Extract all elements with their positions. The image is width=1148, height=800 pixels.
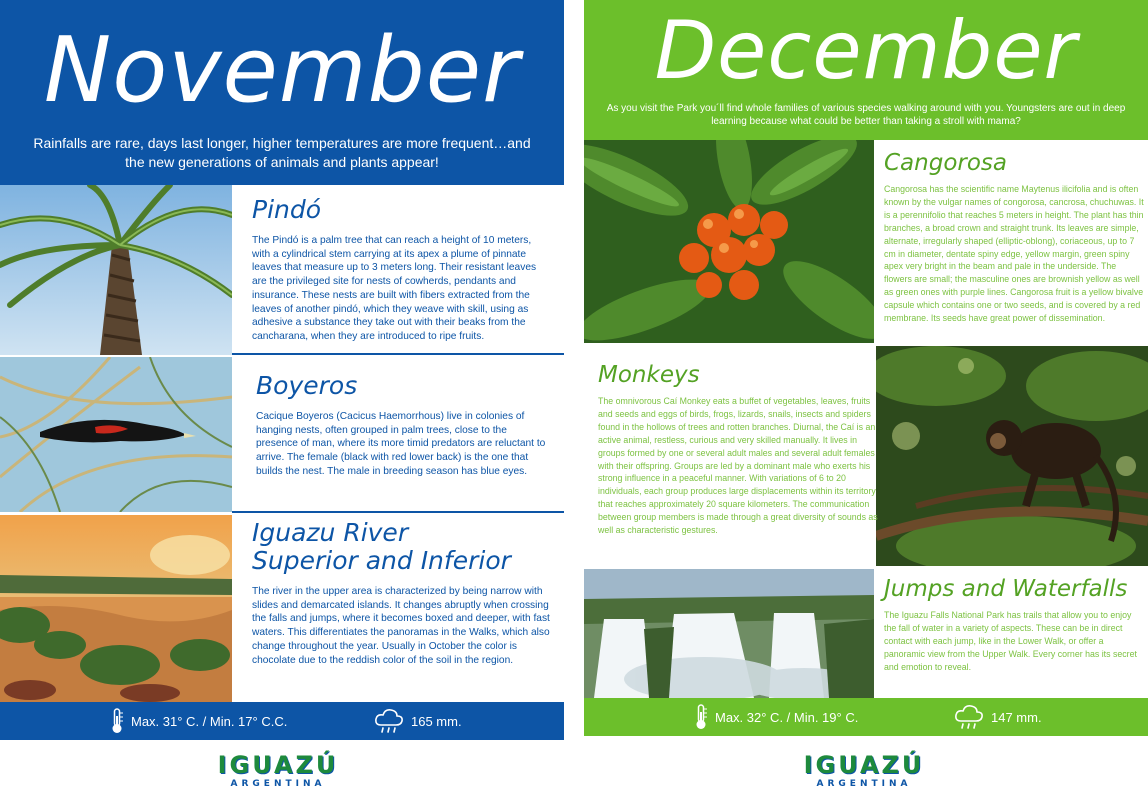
waterfalls-section: [884, 576, 1146, 674]
logo-sub: ARGENTINA: [230, 779, 326, 789]
cangorosa-section: [884, 150, 1146, 325]
pindo-palm-photo: [0, 185, 232, 355]
november-header: [0, 0, 564, 185]
pindo-text: The Pindó is a palm tree that can reach a height of 10 meters, with a cylindrical stem carrying at its apex a plume of pinnate leaves that measure up to 3 meters long. Their resistant leaves are the privileged site for nests of cowherds, pendants and insurance. These nests are built with fibers extracted from the leaves of another pindó, which they weave with skill, using as adhesive a substance they take out with their beaks from the cancharana, when they are introduced to ripe fruits.: [252, 235, 537, 342]
december-rainfall: [954, 698, 1042, 736]
boyeros-text: Cacique Boyeros (Cacicus Haemorrhous) live in colonies of hanging nests, often grouped in palm trees, close to the presence of man, where its more timid predators are reluctant to arrive. The female (black with red lower back) is the one that builds the nest. The male in breeding season has blue eyes.: [256, 411, 546, 477]
boyeros-section: [256, 372, 548, 479]
boyero-bird-photo: [0, 357, 232, 512]
waterfalls-photo: [584, 569, 874, 698]
november-temperature: [110, 702, 287, 740]
cangorosa-text: Cangorosa has the scientific name Maytenus ilicifolia and is often known by the vulgar names of congorosa, cancrosa, chuchuwas. It is a perennifolio that reaches 5 meters in height. The plant has thin branches, a broad crown and straight trunk. Its leaves are simple, alternate, irregularly shaped (elliptic-oblong), coriaceous, up to 7 cm in diameter, dentate spiny edge, yellow margin, green spiny apex very bright in the beam and pale in the underside. The flowers are small; the masculine ones are brownish yellow as well as green ones with purple lines. Cangorosa fruit is a yellow bivalve capsule which contains one or two seeds, and is covered by a red membrane. Its seeds have great power of dissemination.: [884, 184, 1144, 324]
river-text: The river in the upper area is characterized by being narrow with slides and demarcated islands. It changes abruptly when crossing the falls and jumps, where it becomes boxed and deeper, with fast waters. This differentiates the panoramas in the Walks, which also change throughout the year. Usually in October the color is chocolate due to the reddish color of the soil in the region.: [252, 586, 550, 666]
november-page: [0, 0, 564, 800]
november-title: November: [43, 18, 521, 123]
rain-cloud-icon: [374, 708, 404, 734]
november-rainfall: [374, 702, 462, 740]
section-divider: [232, 511, 564, 513]
thermometer-icon: [110, 708, 124, 734]
iguazu-logo: [0, 752, 560, 790]
november-rainfall-text: 165 mm.: [411, 713, 462, 729]
december-intro: As you visit the Park you´ll find whole families of various species walking around with you. Youngsters are out in deep learning because what could be better than taking a stroll with mama?: [606, 103, 1126, 127]
river-heading-line2: Superior and Inferior: [252, 546, 511, 575]
december-header: [584, 0, 1148, 140]
november-intro: Rainfalls are rare, days last longer, higher temperatures are more frequent…and the new generations of animals and plants appear!: [33, 135, 531, 170]
pindo-section: [252, 196, 548, 344]
monkeys-text: The omnivorous Caí Monkey eats a buffet of vegetables, leaves, fruits and seeds and eggs of birds, frogs, lizards, snails, insects and spiders found in the hollows of trees and rotten branches. Diurnal, the Caí is an active animal, restless, curious and very skilled manually. It lives in groups formed by one or several adult males and several adult females with their offspring. Groups are led by a dominant male who exerts his strong influence in a peaceful manner. With variations of 6 to 20 individuals, each group produces large displacements within its territory that reaches approximately 20 square kilometers. The communication between group members is made through a great diversity of sounds as well as characteristic gestures.: [598, 396, 878, 536]
november-temperature-text: Max. 31° C. / Min. 17° C.C.: [131, 713, 288, 729]
rain-cloud-icon: [954, 704, 984, 730]
logo-word: IGUAZÚ: [217, 751, 339, 779]
monkey-photo: [876, 346, 1148, 566]
river-section: [252, 519, 552, 667]
iguazu-logo: [584, 752, 1146, 790]
thermometer-icon: [694, 704, 708, 730]
november-weather-bar: [0, 702, 564, 740]
cangorosa-fruit-photo: [584, 140, 874, 343]
waterfalls-text: The Iguazu Falls National Park has trails that allow you to enjoy the fall of water in a variety of aspects. These can be in direct contact with each jump, like in the Lower Walk, or offer a panoramic view from the Upper Walk. Every corner has its secret and emotion to reveal.: [884, 610, 1137, 672]
december-page: [584, 0, 1148, 800]
cangorosa-heading: Cangorosa: [884, 150, 1008, 176]
december-temperature: [694, 698, 858, 736]
boyeros-heading: Boyeros: [256, 371, 358, 400]
monkeys-heading: Monkeys: [598, 362, 700, 388]
december-weather-bar: [584, 698, 1148, 736]
waterfalls-heading: Jumps and Waterfalls: [884, 576, 1128, 602]
logo-sub: ARGENTINA: [816, 779, 912, 789]
pindo-heading: Pindó: [252, 195, 322, 224]
december-temperature-text: Max. 32° C. / Min. 19° C.: [715, 709, 859, 725]
december-rainfall-text: 147 mm.: [991, 709, 1042, 725]
monkeys-section: [598, 362, 886, 537]
iguazu-river-photo: [0, 515, 232, 702]
river-heading: [252, 519, 552, 575]
december-title: December: [654, 4, 1078, 97]
logo-word: IGUAZÚ: [803, 751, 925, 779]
section-divider: [232, 353, 564, 355]
river-heading-line1: Iguazu River: [252, 518, 409, 547]
